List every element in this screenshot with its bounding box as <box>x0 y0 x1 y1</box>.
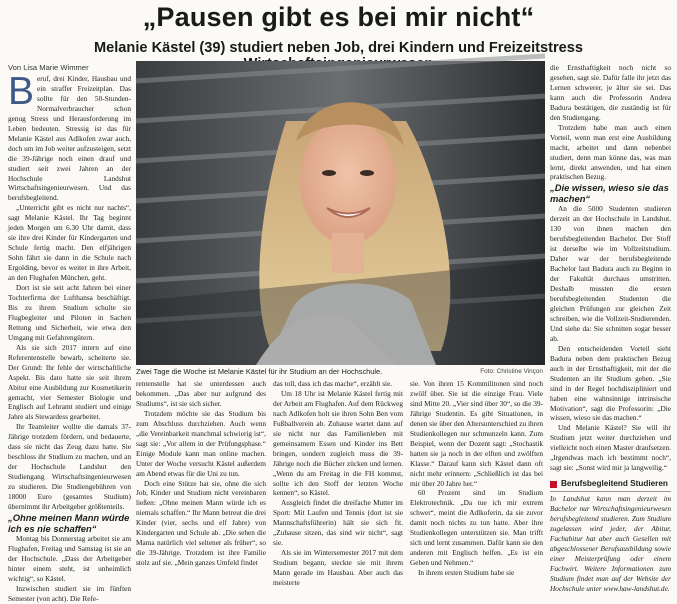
paragraph: die Ernsthaftigkeit noch nicht so gesehen, sagt sie. Dafür falle ihr jetzt das Lernen schwerer, je älter sie sei. Das kann auch die Professorin Andrea Badura bestätigen, die zuständig ist für den Studiengang. <box>550 63 671 122</box>
paragraph: sie. Von ihren 15 Kommilitonen sind noch zwölf über. Sie ist die einzige Frau. Viele sind Mitte 20. „Vier sind über 30“, so die 39-Jährige Studentin. Es gibt Situationen, in denen sie über den Altersunterschied zu ihren Studienkollegen nur schmunzeln kann. Zum Beispiel, wenn der Dozent sagt: „Stochastik hatten sie ja noch in der elften und zwölften Klasse.“ Darauf kann sich Kästel dann oft nicht mehr erinnern: „Schließlich ist das bei mir über 20 Jahre her.“ <box>410 379 543 488</box>
portrait-photo <box>136 61 545 365</box>
infobox-title-text: Berufsbegleitend Studieren <box>561 479 668 489</box>
column-2 <box>136 379 266 598</box>
paragraph: Ausgleich findet die dreifache Mutter im Sport: Mit Laufen und Tennis (dort ist sie Mannschaftsführerin) hält sie sich fit. „Zuhause sitzen, das sind wir nicht“, sagt sie. <box>273 498 403 548</box>
subheadline: Melanie Kästel (39) studiert neben Job, drei Kindern und Freizeitstress <box>93 40 583 56</box>
column-3 <box>273 379 403 598</box>
paragraph: An die 5000 Studenten studieren derzeit an der Hochschule in Landshut. 130 von ihnen machen den berufsbegleitenden Bachelor. Der Stoff ist derselbe wie im Vollzeitstudium. Daher war der berufsbegleitende Bachelor laut Badura auch zu Beginn in der Fakultät durchaus umstritten. Deshalb mussten die ersten berufsbegleitenden Studenten die gleichen Prüfungen zur gleichen Zeit schreiben, wie die Vollzeit-Studierenden. Und siehe da: Sie schnitten sogar besser ab. <box>550 204 671 343</box>
paragraph: Dort ist sie seit acht Jahren bei einer Tochterfirma der Lufthansa beschäftigt. Bis zu ihrem Studium schulte sie Flugbegleiter und Piloten in Sachen Rettung und Sicherheit, wie etwa den Umgang mit Gefahrengütern. <box>8 283 131 342</box>
section-subheading: „Die wissen, wieso sie das machen“ <box>550 182 669 205</box>
paragraph: Den entscheidenden Vorteil sieht Badura neben dem praktischen Bezug auch in der Ernsthaftigkeit, mit der die Studenten an ihr Studium gehen. „Sie sind in der Regel hochdiszipliniert und haben eine wahnsinnige intrinsische Motivation“, sagt die Professorin: „Die wissen, wieso sie das machen.“ <box>550 343 671 423</box>
paragraph: eruf, drei Kinder, Hausbau und ein straffer Freizeitplan. Das sollte für den 50-Stunden-Normalverbraucher schon genug Stress und Herausforderung im Leben bedeuten. Stressig ist das für Melanie Kästel aus Adlkofen zwar auch, doch um im Job weiter aufzusteigen, setzt die 39-Jährige noch einen drauf und studiert seit zwei Jahren an der Hochschule Landshut Wirtschaftsingenieurwesen. Und das berufsbegleitend. <box>8 74 131 203</box>
divider <box>550 491 671 492</box>
paragraph: 60 Prozent sind im Studium Elektrotechnik. „Da tue ich mir extrem schwer“, meint die Adlkoferin, da sie zuvor damit noch nichts zu tun hatte. Aber ihre Studienkollegen unterstützen sie. Man trifft sich und lernt zusammen. Dafür kann sie den anderen mit Englisch helfen. „Es ist ein Geben und Nehmen.“ <box>410 488 543 568</box>
paragraph: Doch eine Stütze hat sie, ohne die sich Job, Kinder und Studium nicht vereinbaren ließen: „Ohne meinen Mann würde ich es niemals schaffen.“ Ihr Mann betreut die drei Kinder (vier, sechs und elf Jahre) von Kindergarten und Schule ab. „Die sehen die Mama natürlich viel seltener als früher“, so die 39-Jährige. Trotzdem ist ihre Familie stolz auf sie. „Mein ganzes Umfeld findet <box>136 478 266 568</box>
paragraph: Trotzdem habe man auch einen Vorteil, wenn man erst eine Ausbildung macht, arbeitet und dann nebenbei studiert, denn man könne das, was man lernt, direkt anwenden, und hat einen praktischen Bezug. <box>550 122 671 182</box>
paragraph: Als sie sich 2017 intern auf eine Referentenstelle bewarb, scheiterte sie. Der Grund: Ihr fehle der wirtschaftliche Aspekt. Bis dato hatte sie seit ihrem Abitur eine Ausbildung zur Kosmetikerin gemacht, vier Semester Biologie und Englisch auf Lehramt studiert und einige Jahre als Stewardess gearbeitet. <box>8 342 131 422</box>
paragraph: Um 18 Uhr ist Melanie Kästel fertig mit der Arbeit am Flughafen. Auf dem Rückweg nach Adlkofen holt sie ihren Sohn Ben vom Fußballverein ab. Zuhause wartet dann auf sie nicht nur das Familienleben mit gemeinsamem Essen und Kinder ins Bett bringen, sondern zugleich muss die 39-Jährige noch die Bücher zücken und lernen. „Wenn du am Freitag in die FH kommst, sollte ich den Stoff der letzten Woche kennen“, so Kästel. <box>273 388 403 498</box>
photo-credit: Foto: Christine Vinçon <box>480 368 543 375</box>
column-4 <box>410 379 543 598</box>
infobox-body: In Landshut kann man derzeit im Bachelor nur Wirtschaftsingenieurwesen berufsbegleitend studieren. Zum Studium zugelassen wird jeder, der Abitur, Fachabitur hat aber auch Gesellen mit abgeschlossener Berufsausbildung sowie einer Meisterprüfung oder einem Fachwirt. Weitere Informationen zum Studium findet man auf der Website der Hochschule unter www.haw-landshut.de. <box>550 494 671 593</box>
headline: „Pausen gibt es bei mir nicht“ <box>142 2 535 32</box>
infobox-title <box>550 479 671 489</box>
column-1 <box>8 70 131 603</box>
caption-text: Zwei Tage die Woche ist Melanie Kästel für ihr Studium an der Hochschule. <box>136 367 383 376</box>
paragraph: rentenstelle hat sie unterdessen auch bekommen. „Das aber nur aufgrund des Studiums“, ist sie sich sicher. <box>136 379 266 408</box>
section-subheading: „Ohne meinen Mann würde ich es nie schaffen“ <box>8 511 130 534</box>
column-5 <box>550 63 671 598</box>
paragraph: Inzwischen studiert sie im fünften Semester (von acht). Die Refe- <box>8 583 131 603</box>
paragraph: Trotzdem möchte sie das Studium bis zum Abschluss durchziehen. Auch wenn „die Vereinbarkeit manchmal schwierig ist“, sagt sie: „Vor allem in der Prüfungsphase.“ Einige Module kann man online machen. Unter der Woche versucht Kästel außerdem am Abend etwas für die Uni zu tun. <box>136 408 266 478</box>
paragraph: Ihr Teamleiter wollte die damals 37-Jährige trotzdem fördern, und bedauerte, dass sie nicht das Zeug dazu hatte. Sie beschloss ihr Studium zu machen, und an der Hochschule Landshut den Studiengang Wirtschaftsingenieurwesen zu studieren. Die Studiengebühren von 18000 Euro (gesamtes Studium) übernimmt ihr Arbeitgeber größtenteils. <box>8 422 131 511</box>
paragraph: Montag bis Donnerstag arbeitet sie am Flughafen, Freitag und Samstag ist sie an der Hochschule. „Dass der Arbeitgeber hinter einem steht, ist unheimlich wichtig“, so Kästel. <box>8 533 131 583</box>
paragraph: das toll, dass ich das mache“, erzählt sie. <box>273 379 393 388</box>
drop-cap: B <box>8 70 35 113</box>
photo-caption <box>136 367 545 376</box>
paragraph: Als sie im Wintersemester 2017 mit dem Studium begann, steckte sie mit ihrem Mann gerade im Hausbau. Aber auch das meisterte <box>273 548 403 588</box>
paragraph: Und Melanie Kästel? Sie will ihr Studium jetzt weiter durchziehen und vielleicht noch einen Master draufsetzen. „Irgendwas mach ich bestimmt noch“, sagt sie: „Sonst wird mir ja langweilig.“ <box>550 423 671 473</box>
red-square-icon <box>550 481 557 488</box>
paragraph: In ihrem ersten Studium habe sie <box>418 568 515 578</box>
paragraph: „Unterricht gibt es nicht nur nachts“, sagt Melanie Kästel. Ihr Tag beginnt jeden Morgen um 6.30 Uhr damit, dass sie ihre drei Kinder für Kindergarten und Schule fertig macht. Den elfjährigen Sohn fährt sie dann in die Schule nach Ergolding, bevor es weiter in ihre Arbeit, an den Flughafen München, geht. <box>8 203 131 283</box>
byline: Von Lisa Marie Wimmer <box>8 63 89 72</box>
